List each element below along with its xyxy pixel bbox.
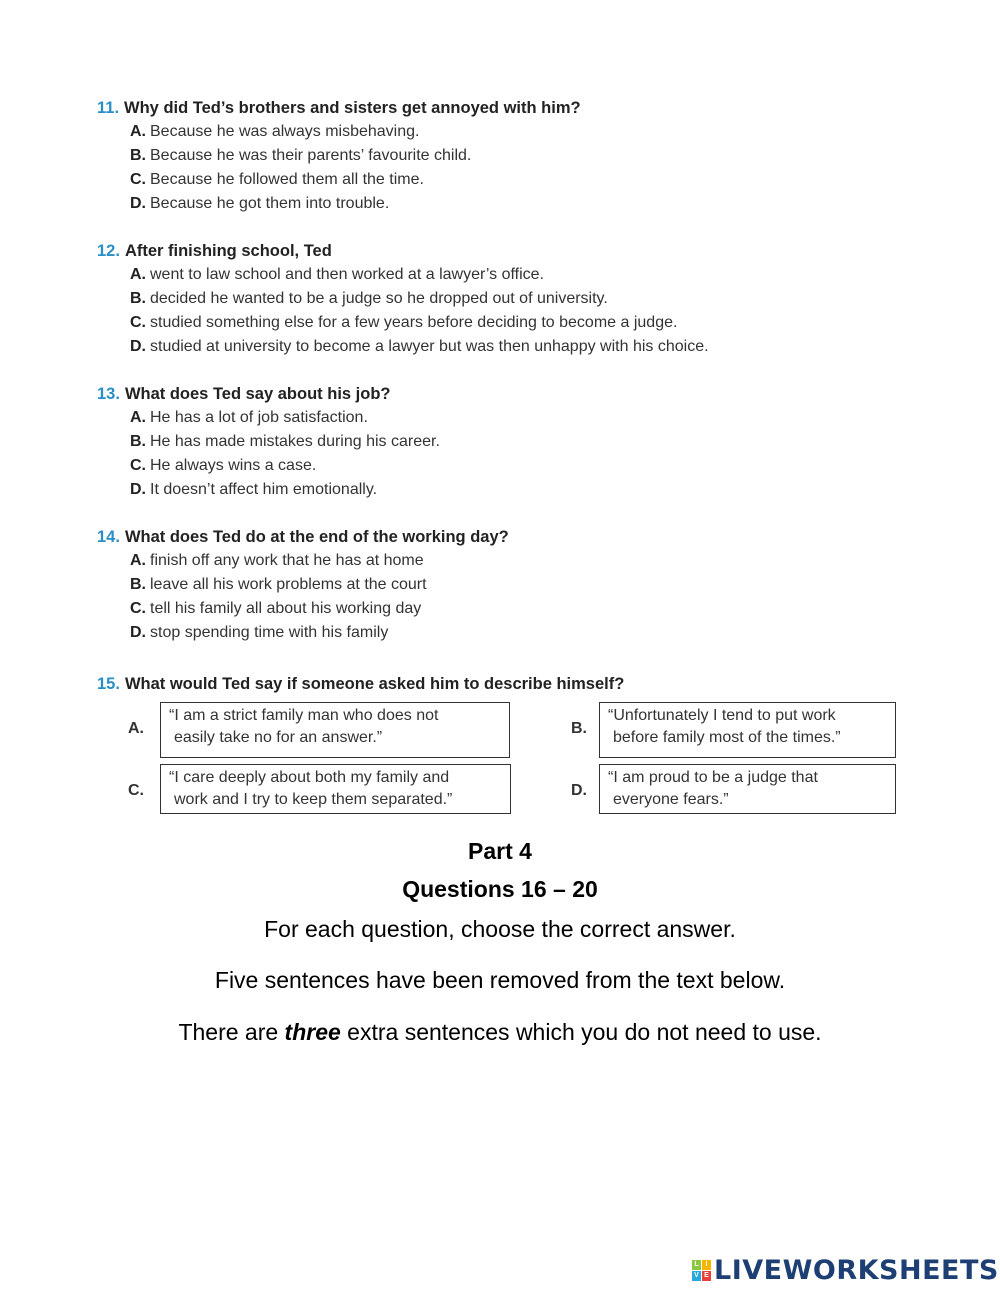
option-text: studied something else for a few years before deciding to become a judge.	[150, 314, 678, 331]
option-letter: A.	[130, 552, 146, 569]
option-text: He has made mistakes during his career.	[150, 433, 440, 450]
answer-option[interactable]	[97, 573, 509, 597]
option-letter: A.	[128, 720, 144, 737]
answer-option[interactable]	[97, 454, 440, 478]
question-text: What does Ted do at the end of the working day?	[124, 528, 509, 546]
option-letter: B.	[130, 290, 146, 307]
answer-option[interactable]	[97, 120, 581, 144]
instruction-1: For each question, choose the correct answer.	[264, 916, 736, 942]
option-line: work and I try to keep them separated.”	[174, 791, 453, 808]
instruction-3-text: There are	[178, 1019, 285, 1045]
answer-option[interactable]	[97, 192, 581, 216]
question-stem	[97, 525, 509, 549]
option-line: easily take no for an answer.”	[174, 729, 383, 746]
option-text: went to law school and then worked at a lawyer’s office.	[150, 266, 544, 283]
option-letter: C.	[130, 457, 146, 474]
instruction-3-text-end: extra sentences which you do not need to use.	[340, 1019, 822, 1045]
option-line: “I am a strict family man who does not	[169, 707, 439, 724]
question-13	[97, 382, 440, 502]
option-text: studied at university to become a lawyer but was then unhappy with his choice.	[150, 338, 709, 355]
answer-option-box[interactable]	[599, 702, 896, 758]
answer-option[interactable]	[97, 335, 709, 359]
option-text: decided he wanted to be a judge so he dropped out of university.	[150, 290, 608, 307]
part-title: Part 4	[468, 838, 532, 864]
answer-option-box[interactable]	[160, 702, 510, 758]
option-letter: C.	[130, 314, 146, 331]
option-letter: C.	[130, 600, 146, 617]
option-text: It doesn’t affect him emotionally.	[150, 481, 378, 498]
option-line: “Unfortunately I tend to put work	[608, 707, 836, 724]
answer-option-box[interactable]	[160, 764, 511, 814]
question-stem	[97, 96, 581, 120]
option-text: He always wins a case.	[150, 457, 317, 474]
option-text: leave all his work problems at the court	[150, 576, 427, 593]
option-letter: D.	[130, 338, 146, 355]
option-text: stop spending time with his family	[150, 624, 389, 641]
emphasis-three: three	[284, 1019, 341, 1045]
question-number: 15.	[97, 675, 120, 693]
option-letter: A.	[130, 266, 146, 283]
option-letter: B.	[130, 576, 146, 593]
option-line: “I care deeply about both my family and	[169, 769, 450, 786]
answer-option[interactable]	[97, 287, 709, 311]
answer-option[interactable]	[97, 621, 509, 645]
question-number: 11.	[97, 99, 120, 117]
answer-option[interactable]	[97, 597, 509, 621]
option-text: Because he got them into trouble.	[150, 195, 390, 212]
option-letter: A.	[130, 123, 146, 140]
option-letter: B.	[130, 433, 146, 450]
option-text: finish off any work that he has at home	[150, 552, 424, 569]
option-line: everyone fears.”	[613, 791, 729, 808]
logo-tile: E	[702, 1271, 711, 1281]
instruction-3	[0, 1019, 1000, 1046]
question-text: What would Ted say if someone asked him to describe himself?	[124, 675, 625, 693]
answer-option[interactable]	[97, 263, 709, 287]
answer-option[interactable]	[97, 406, 440, 430]
question-stem	[97, 672, 624, 696]
option-letter: D.	[571, 782, 587, 799]
logo-tile: I	[702, 1260, 711, 1270]
logo-tiles-icon	[692, 1260, 711, 1281]
option-text: Because he was their parents’ favourite child.	[150, 147, 472, 164]
question-number: 14.	[97, 528, 120, 546]
answer-option[interactable]	[97, 430, 440, 454]
option-text: tell his family all about his working day	[150, 600, 422, 617]
option-letter: A.	[130, 409, 146, 426]
question-text: Why did Ted’s brothers and sisters get annoyed with him?	[124, 99, 581, 117]
option-letter: B.	[571, 720, 587, 737]
option-text: Because he was always misbehaving.	[150, 123, 420, 140]
question-number: 12.	[97, 242, 120, 260]
option-text: Because he followed them all the time.	[150, 171, 424, 188]
answer-option[interactable]	[97, 168, 581, 192]
option-line: “I am proud to be a judge that	[608, 769, 818, 786]
question-number: 13.	[97, 385, 120, 403]
liveworksheets-logo	[692, 1255, 999, 1286]
part-subtitle: Questions 16 – 20	[402, 876, 598, 902]
answer-option[interactable]	[97, 144, 581, 168]
option-letter: C.	[130, 171, 146, 188]
question-text: After finishing school, Ted	[124, 242, 332, 260]
logo-text: LIVEWORKSHEETS	[714, 1255, 999, 1286]
question-stem	[97, 239, 709, 263]
logo-tile: L	[692, 1260, 701, 1270]
answer-option-box[interactable]	[599, 764, 896, 814]
answer-option[interactable]	[97, 478, 440, 502]
question-15	[97, 672, 624, 696]
option-line: before family most of the times.”	[613, 729, 841, 746]
question-12	[97, 239, 709, 359]
answer-option[interactable]	[97, 311, 709, 335]
question-14	[97, 525, 509, 645]
question-11	[97, 96, 581, 216]
option-letter: B.	[130, 147, 146, 164]
option-letter: C.	[128, 782, 144, 799]
question-text: What does Ted say about his job?	[124, 385, 391, 403]
option-letter: D.	[130, 624, 146, 641]
option-text: He has a lot of job satisfaction.	[150, 409, 368, 426]
question-stem	[97, 382, 440, 406]
answer-option[interactable]	[97, 549, 509, 573]
option-letter: D.	[130, 195, 146, 212]
logo-tile: V	[692, 1271, 701, 1281]
instruction-2: Five sentences have been removed from the text below.	[214, 967, 786, 993]
option-letter: D.	[130, 481, 146, 498]
